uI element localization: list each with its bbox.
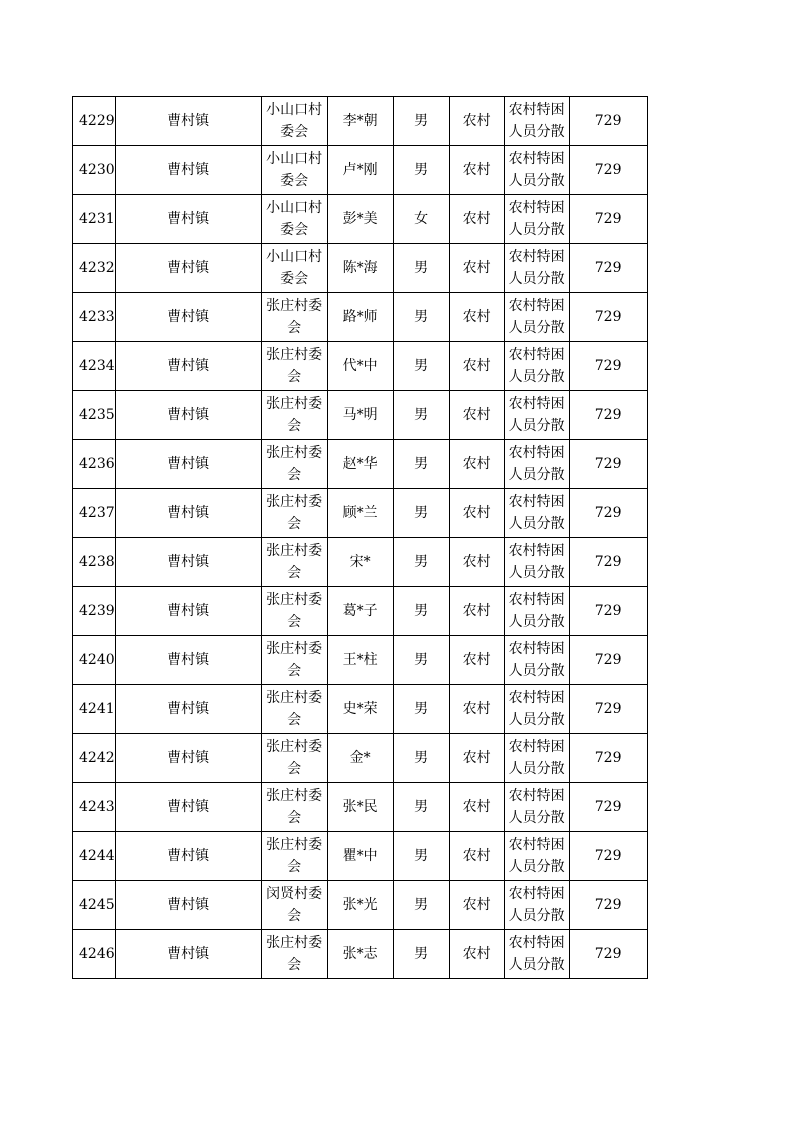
cell-town: 曹村镇 [115,587,261,636]
cell-number: 4240 [73,636,116,685]
cell-area: 农村 [449,832,504,881]
cell-town: 曹村镇 [115,97,261,146]
cell-village: 张庄村委会 [261,832,327,881]
category-text: 农村特困人员分散 [508,347,565,385]
cell-name: 史*荣 [327,685,393,734]
cell-town: 曹村镇 [115,881,261,930]
cell-number: 4237 [73,489,116,538]
cell-amount: 729 [569,832,647,881]
cell-amount: 729 [569,342,647,391]
cell-gender: 男 [393,97,449,146]
cell-village: 小山口村委会 [261,195,327,244]
cell-town: 曹村镇 [115,391,261,440]
cell-town: 曹村镇 [115,146,261,195]
cell-name: 彭*美 [327,195,393,244]
cell-gender: 男 [393,391,449,440]
cell-amount: 729 [569,930,647,979]
cell-name: 王*柱 [327,636,393,685]
cell-town: 曹村镇 [115,342,261,391]
cell-name: 赵*华 [327,440,393,489]
cell-town: 曹村镇 [115,538,261,587]
table-row [73,244,648,293]
table-row [73,146,648,195]
cell-village: 张庄村委会 [261,489,327,538]
table-row [73,195,648,244]
cell-gender: 男 [393,489,449,538]
category-text: 农村特困人员分散 [508,837,565,875]
cell-number: 4246 [73,930,116,979]
cell-name: 代*中 [327,342,393,391]
table-row [73,342,648,391]
table-row [73,293,648,342]
cell-category [504,293,569,342]
cell-number: 4245 [73,881,116,930]
cell-category [504,636,569,685]
cell-village: 张庄村委会 [261,685,327,734]
cell-area: 农村 [449,881,504,930]
cell-village: 张庄村委会 [261,734,327,783]
category-text: 农村特困人员分散 [508,200,565,238]
cell-number: 4233 [73,293,116,342]
cell-town: 曹村镇 [115,832,261,881]
table-row [73,440,648,489]
category-text: 农村特困人员分散 [508,445,565,483]
cell-amount: 729 [569,244,647,293]
cell-amount: 729 [569,783,647,832]
category-text: 农村特困人员分散 [508,886,565,924]
cell-town: 曹村镇 [115,734,261,783]
cell-name: 宋* [327,538,393,587]
cell-area: 农村 [449,195,504,244]
cell-town: 曹村镇 [115,685,261,734]
cell-gender: 男 [393,440,449,489]
cell-category [504,195,569,244]
cell-category [504,832,569,881]
cell-number: 4235 [73,391,116,440]
cell-amount: 729 [569,440,647,489]
table-row [73,930,648,979]
table-row [73,391,648,440]
cell-name: 张*民 [327,783,393,832]
cell-name: 葛*子 [327,587,393,636]
cell-name: 路*师 [327,293,393,342]
cell-number: 4239 [73,587,116,636]
cell-gender: 男 [393,244,449,293]
cell-village: 张庄村委会 [261,636,327,685]
table-row [73,881,648,930]
cell-area: 农村 [449,146,504,195]
cell-village: 张庄村委会 [261,293,327,342]
cell-area: 农村 [449,391,504,440]
cell-village: 张庄村委会 [261,587,327,636]
table-row [73,734,648,783]
cell-village: 张庄村委会 [261,538,327,587]
cell-amount: 729 [569,685,647,734]
cell-amount: 729 [569,489,647,538]
cell-number: 4243 [73,783,116,832]
cell-amount: 729 [569,195,647,244]
table-row [73,97,648,146]
cell-number: 4244 [73,832,116,881]
cell-gender: 男 [393,587,449,636]
cell-area: 农村 [449,293,504,342]
cell-area: 农村 [449,440,504,489]
cell-category [504,146,569,195]
category-text: 农村特困人员分散 [508,788,565,826]
cell-gender: 男 [393,146,449,195]
cell-area: 农村 [449,685,504,734]
cell-village: 小山口村委会 [261,97,327,146]
cell-gender: 男 [393,881,449,930]
category-text: 农村特困人员分散 [508,592,565,630]
cell-number: 4230 [73,146,116,195]
cell-town: 曹村镇 [115,195,261,244]
cell-category [504,685,569,734]
cell-number: 4236 [73,440,116,489]
cell-area: 农村 [449,930,504,979]
cell-village: 张庄村委会 [261,930,327,979]
cell-area: 农村 [449,342,504,391]
cell-gender: 男 [393,783,449,832]
cell-category [504,97,569,146]
cell-name: 卢*刚 [327,146,393,195]
cell-name: 李*朝 [327,97,393,146]
cell-category [504,244,569,293]
category-text: 农村特困人员分散 [508,690,565,728]
cell-amount: 729 [569,881,647,930]
table-row [73,636,648,685]
cell-category [504,783,569,832]
cell-gender: 男 [393,930,449,979]
table-row [73,783,648,832]
cell-village: 小山口村委会 [261,146,327,195]
cell-category [504,440,569,489]
cell-amount: 729 [569,146,647,195]
cell-category [504,930,569,979]
cell-amount: 729 [569,587,647,636]
cell-area: 农村 [449,97,504,146]
cell-village: 张庄村委会 [261,440,327,489]
cell-town: 曹村镇 [115,930,261,979]
cell-category [504,538,569,587]
cell-gender: 男 [393,685,449,734]
cell-town: 曹村镇 [115,783,261,832]
cell-amount: 729 [569,734,647,783]
cell-name: 顾*兰 [327,489,393,538]
table-row [73,489,648,538]
table-body [73,97,648,979]
category-text: 农村特困人员分散 [508,396,565,434]
cell-amount: 729 [569,293,647,342]
cell-amount: 729 [569,97,647,146]
cell-area: 农村 [449,587,504,636]
cell-town: 曹村镇 [115,244,261,293]
table-row [73,685,648,734]
cell-town: 曹村镇 [115,489,261,538]
category-text: 农村特困人员分散 [508,298,565,336]
category-text: 农村特困人员分散 [508,641,565,679]
cell-amount: 729 [569,636,647,685]
cell-area: 农村 [449,538,504,587]
cell-category [504,342,569,391]
cell-village: 张庄村委会 [261,783,327,832]
cell-gender: 男 [393,636,449,685]
cell-amount: 729 [569,391,647,440]
cell-category [504,489,569,538]
cell-number: 4234 [73,342,116,391]
cell-name: 瞿*中 [327,832,393,881]
cell-gender: 男 [393,832,449,881]
category-text: 农村特困人员分散 [508,102,565,140]
table-row [73,538,648,587]
cell-town: 曹村镇 [115,440,261,489]
cell-gender: 男 [393,293,449,342]
cell-category [504,391,569,440]
cell-gender: 男 [393,342,449,391]
data-table [72,96,648,979]
cell-town: 曹村镇 [115,636,261,685]
category-text: 农村特困人员分散 [508,543,565,581]
cell-area: 农村 [449,783,504,832]
cell-number: 4232 [73,244,116,293]
category-text: 农村特困人员分散 [508,935,565,973]
cell-category [504,734,569,783]
table-row [73,587,648,636]
cell-village: 小山口村委会 [261,244,327,293]
cell-number: 4241 [73,685,116,734]
category-text: 农村特困人员分散 [508,151,565,189]
cell-category [504,881,569,930]
cell-name: 金* [327,734,393,783]
cell-number: 4242 [73,734,116,783]
cell-town: 曹村镇 [115,293,261,342]
cell-category [504,587,569,636]
cell-name: 陈*海 [327,244,393,293]
category-text: 农村特困人员分散 [508,494,565,532]
cell-number: 4229 [73,97,116,146]
cell-area: 农村 [449,489,504,538]
category-text: 农村特困人员分散 [508,739,565,777]
cell-area: 农村 [449,636,504,685]
cell-village: 闵贤村委会 [261,881,327,930]
cell-gender: 男 [393,734,449,783]
category-text: 农村特困人员分散 [508,249,565,287]
cell-village: 张庄村委会 [261,391,327,440]
cell-name: 张*志 [327,930,393,979]
cell-area: 农村 [449,244,504,293]
cell-amount: 729 [569,538,647,587]
cell-name: 马*明 [327,391,393,440]
cell-area: 农村 [449,734,504,783]
cell-number: 4231 [73,195,116,244]
cell-gender: 男 [393,538,449,587]
cell-village: 张庄村委会 [261,342,327,391]
cell-gender: 女 [393,195,449,244]
table-row [73,832,648,881]
cell-name: 张*光 [327,881,393,930]
cell-number: 4238 [73,538,116,587]
